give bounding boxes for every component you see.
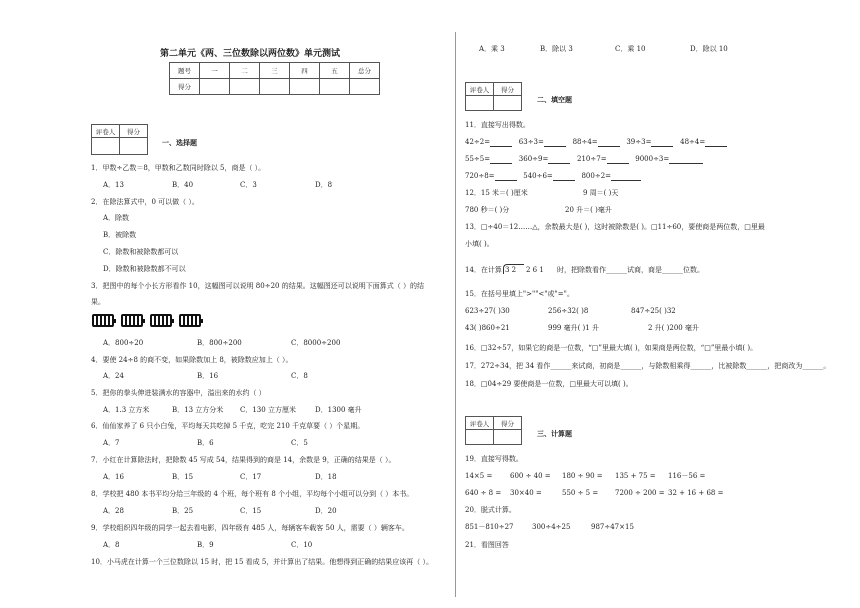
option: B．25	[172, 507, 194, 515]
divisor: 3 2	[505, 266, 517, 274]
option: C．17	[240, 473, 262, 481]
calc-row	[465, 155, 703, 164]
score-row-label: 得分	[170, 79, 200, 95]
option: D．8	[315, 181, 333, 189]
option: A．8	[103, 541, 120, 549]
grader-cell[interactable]	[92, 138, 120, 155]
grader-cell[interactable]	[466, 96, 494, 111]
score-header: 一	[200, 63, 230, 79]
dividend: 2 6 1	[526, 266, 544, 274]
question-6: 6．仙仙家养了 6 只小白兔，平均每天共吃掉 5 千克，吃完 210 千克草要（ ）个星期。	[91, 422, 365, 430]
calc-item: 720÷8=	[465, 172, 495, 180]
question-3: 3．把图中的每个小长方形看作 10，这幅图可以说明 80÷20 的结果。这幅图还可以说明下面算式（ ）的结	[91, 282, 424, 290]
calc-item: 48÷4=	[680, 138, 706, 146]
rectangle-figure	[150, 314, 172, 327]
option: C．8000÷200	[291, 339, 341, 347]
score-header: 题号	[170, 63, 200, 79]
question-12-c: 780 秒＝( )分	[465, 206, 510, 214]
section-heading-2: 二、填空题	[537, 95, 572, 104]
grader-score-label: 得分	[120, 125, 148, 138]
calc-item: 180 ÷ 90 =	[562, 472, 603, 480]
question-3-cont: 果。	[91, 298, 105, 306]
compare-item: 43( )860÷21	[465, 324, 510, 332]
grader-cell[interactable]	[494, 96, 522, 111]
option: B．13 立方分米	[172, 406, 224, 414]
question-9: 9．学校组织四年级的同学一起去看电影，四年级有 485 人，每辆客车载客 50 人，需要（ ）辆客车。	[91, 524, 409, 532]
page-title: 第二单元《两、三位数除以两位数》单元测试	[160, 49, 341, 59]
calc-item: 42÷2=	[465, 138, 491, 146]
score-header: 五	[320, 63, 350, 79]
option: A．除数	[103, 214, 130, 222]
option: C．15	[240, 507, 262, 515]
rectangle-figure	[92, 314, 114, 327]
option: D．除数和被除数都不可以	[103, 265, 186, 273]
rectangle-figure	[121, 314, 143, 327]
option: B．除以 3	[540, 45, 573, 53]
score-cell[interactable]	[290, 79, 320, 95]
option: C．10	[291, 541, 313, 549]
option: B．被除数	[103, 231, 137, 239]
grader-cell[interactable]	[494, 430, 522, 445]
compare-item: 256÷32( )8	[548, 307, 589, 315]
calc-row	[465, 138, 727, 147]
question-14-b: 时，把除数看作______试商，商是______位数。	[557, 266, 704, 274]
question-16: 16．□32÷57，如果它的商是一位数，“□”里最大填( )，如果商是两位数，“□”里最小填( )。	[465, 344, 758, 352]
score-header: 四	[290, 63, 320, 79]
option: C．5	[291, 439, 308, 447]
grader-box-1	[91, 124, 148, 155]
question-17: 17．272÷34，把 34 看作______来试商，初商是______，与除数相乘得______，比被除数______，把商改为______。	[465, 362, 831, 370]
calc-item: 540÷6=	[523, 172, 553, 180]
option: B．15	[172, 473, 194, 481]
calc-item: 55÷5=	[465, 155, 491, 163]
grader-score-label: 得分	[494, 417, 522, 430]
option: D．除以 10	[690, 45, 728, 53]
calc-item: 210÷7=	[577, 155, 607, 163]
option: B．9	[197, 541, 214, 549]
option: C．130 立方厘米	[240, 406, 296, 414]
calc-item: 600 ÷ 40 =	[510, 472, 551, 480]
score-header: 总分	[350, 63, 380, 79]
option: A．7	[103, 439, 120, 447]
calc-row	[465, 172, 641, 181]
calc-item: 360÷9=	[518, 155, 549, 163]
option: C．3	[240, 181, 257, 189]
question-10: 10．小马虎在计算一个三位数除以 15 时，把 15 看成 5，并计算出了结果。他想得到正确的结果应该再（ ）。	[91, 558, 434, 566]
long-division-bracket	[503, 264, 524, 274]
grader-box-3	[465, 416, 522, 445]
calc-item: 640 ÷ 8 =	[465, 489, 502, 497]
calc-item: 32 + 16 + 68 =	[668, 489, 724, 497]
score-cell[interactable]	[200, 79, 230, 95]
calc-item: 7200 ÷ 200 =	[615, 489, 665, 497]
question-13-cont: 小填( )。	[465, 240, 494, 248]
question-21: 21．看图回答	[465, 541, 509, 549]
option: A．16	[103, 473, 124, 481]
column-divider	[455, 32, 456, 597]
question-19: 19．直接写得数。	[465, 455, 523, 463]
question-12-d: 20 升＝( )毫升	[565, 206, 612, 214]
question-1: 1．甲数÷乙数＝8，甲数和乙数同时除以 5，商是（ ）。	[91, 164, 266, 172]
expression: 851－810÷27	[465, 523, 514, 531]
question-15: 15．在括号里填上">""<"或"="。	[465, 290, 574, 298]
grader-box-2	[465, 82, 522, 111]
score-cell[interactable]	[230, 79, 260, 95]
compare-item: 2 升( )200 毫升	[648, 324, 699, 332]
score-cell[interactable]	[320, 79, 350, 95]
grader-cell[interactable]	[466, 430, 494, 445]
score-header: 二	[230, 63, 260, 79]
score-cell[interactable]	[260, 79, 290, 95]
option: D．18	[315, 473, 337, 481]
grader-score-label: 得分	[494, 83, 522, 96]
calc-item: 550 ÷ 5 =	[562, 489, 599, 497]
calc-item: 135 + 75 =	[615, 472, 656, 480]
option: A．28	[103, 507, 124, 515]
score-cell[interactable]	[350, 79, 380, 95]
calc-item: 39÷3=	[626, 138, 652, 146]
expression: 987÷47×15	[591, 523, 634, 531]
compare-item: 623÷27( )30	[465, 307, 510, 315]
question-7: 7．小红在计算除法时，把除数 45 写成 54，结果得到的商是 14，余数是 9，正确的结果是（ ）。	[91, 456, 396, 464]
option: D．1300 毫升	[315, 406, 362, 414]
grader-cell[interactable]	[120, 138, 148, 155]
calc-item: 63÷3=	[518, 138, 544, 146]
compare-item: 847÷25( )32	[631, 307, 676, 315]
option: C．除数和被除数都可以	[103, 248, 179, 256]
grader-label: 评卷人	[466, 83, 494, 96]
grader-label: 评卷人	[92, 125, 120, 138]
score-table	[169, 62, 380, 95]
section-heading-3: 三、计算题	[537, 429, 572, 438]
score-header: 三	[260, 63, 290, 79]
grader-label: 评卷人	[466, 417, 494, 430]
calc-item: 88÷4=	[572, 138, 598, 146]
option: C．乘 10	[615, 45, 646, 53]
question-20: 20．脱式计算。	[465, 506, 516, 514]
calc-item: 800÷2=	[581, 172, 612, 180]
question-12: 12．15 米＝( )厘米	[465, 189, 528, 197]
option: A．1.3 立方米	[103, 406, 150, 414]
option: B．6	[197, 439, 214, 447]
option: A．13	[103, 181, 124, 189]
option: C．8	[291, 372, 308, 380]
option: A．800÷20	[103, 339, 144, 347]
section-heading-1: 一、选择题	[162, 138, 197, 147]
option: A．24	[103, 372, 124, 380]
question-13: 13．□÷40＝12……△，余数最大是( )，这时被除数是( )。□11÷60，要使商是两位数，□里最	[465, 223, 765, 231]
option: B．16	[197, 372, 219, 380]
rectangle-figure	[179, 314, 201, 327]
question-4: 4．要使 24÷8 的商不变，如果除数加上 8，被除数应加上（ ）。	[91, 356, 293, 364]
calc-item: 30×40 =	[510, 489, 542, 497]
question-2: 2．在除法算式中，0 可以做（ ）。	[91, 198, 199, 206]
option: A．乘 3	[479, 45, 505, 53]
question-11: 11．直接写出得数。	[465, 121, 530, 129]
compare-item: 999 毫升( )1 升	[548, 324, 599, 332]
question-14: 14．在计算	[465, 266, 502, 274]
option: D．20	[315, 507, 337, 515]
calc-item: 116－56 =	[668, 472, 706, 480]
expression: 300÷4÷25	[532, 523, 571, 531]
question-18: 18．□04÷29 要使商是一位数，□里最大可以填( )。	[465, 380, 633, 388]
calc-item: 9000÷3=	[635, 155, 670, 163]
option: B．40	[172, 181, 194, 189]
question-5: 5．把你的拳头伸进装满水的容器中，溢出来的水约（ ）	[91, 389, 266, 397]
calc-item: 14×5 =	[465, 472, 493, 480]
question-12-b: 9 周＝( )天	[583, 189, 619, 197]
option: B．800÷200	[197, 339, 242, 347]
question-8: 8．学校把 480 本书平均分给三年级的 4 个班，每个班有 8 个小组，平均每个小组可以分到（ ）本书。	[91, 490, 414, 498]
